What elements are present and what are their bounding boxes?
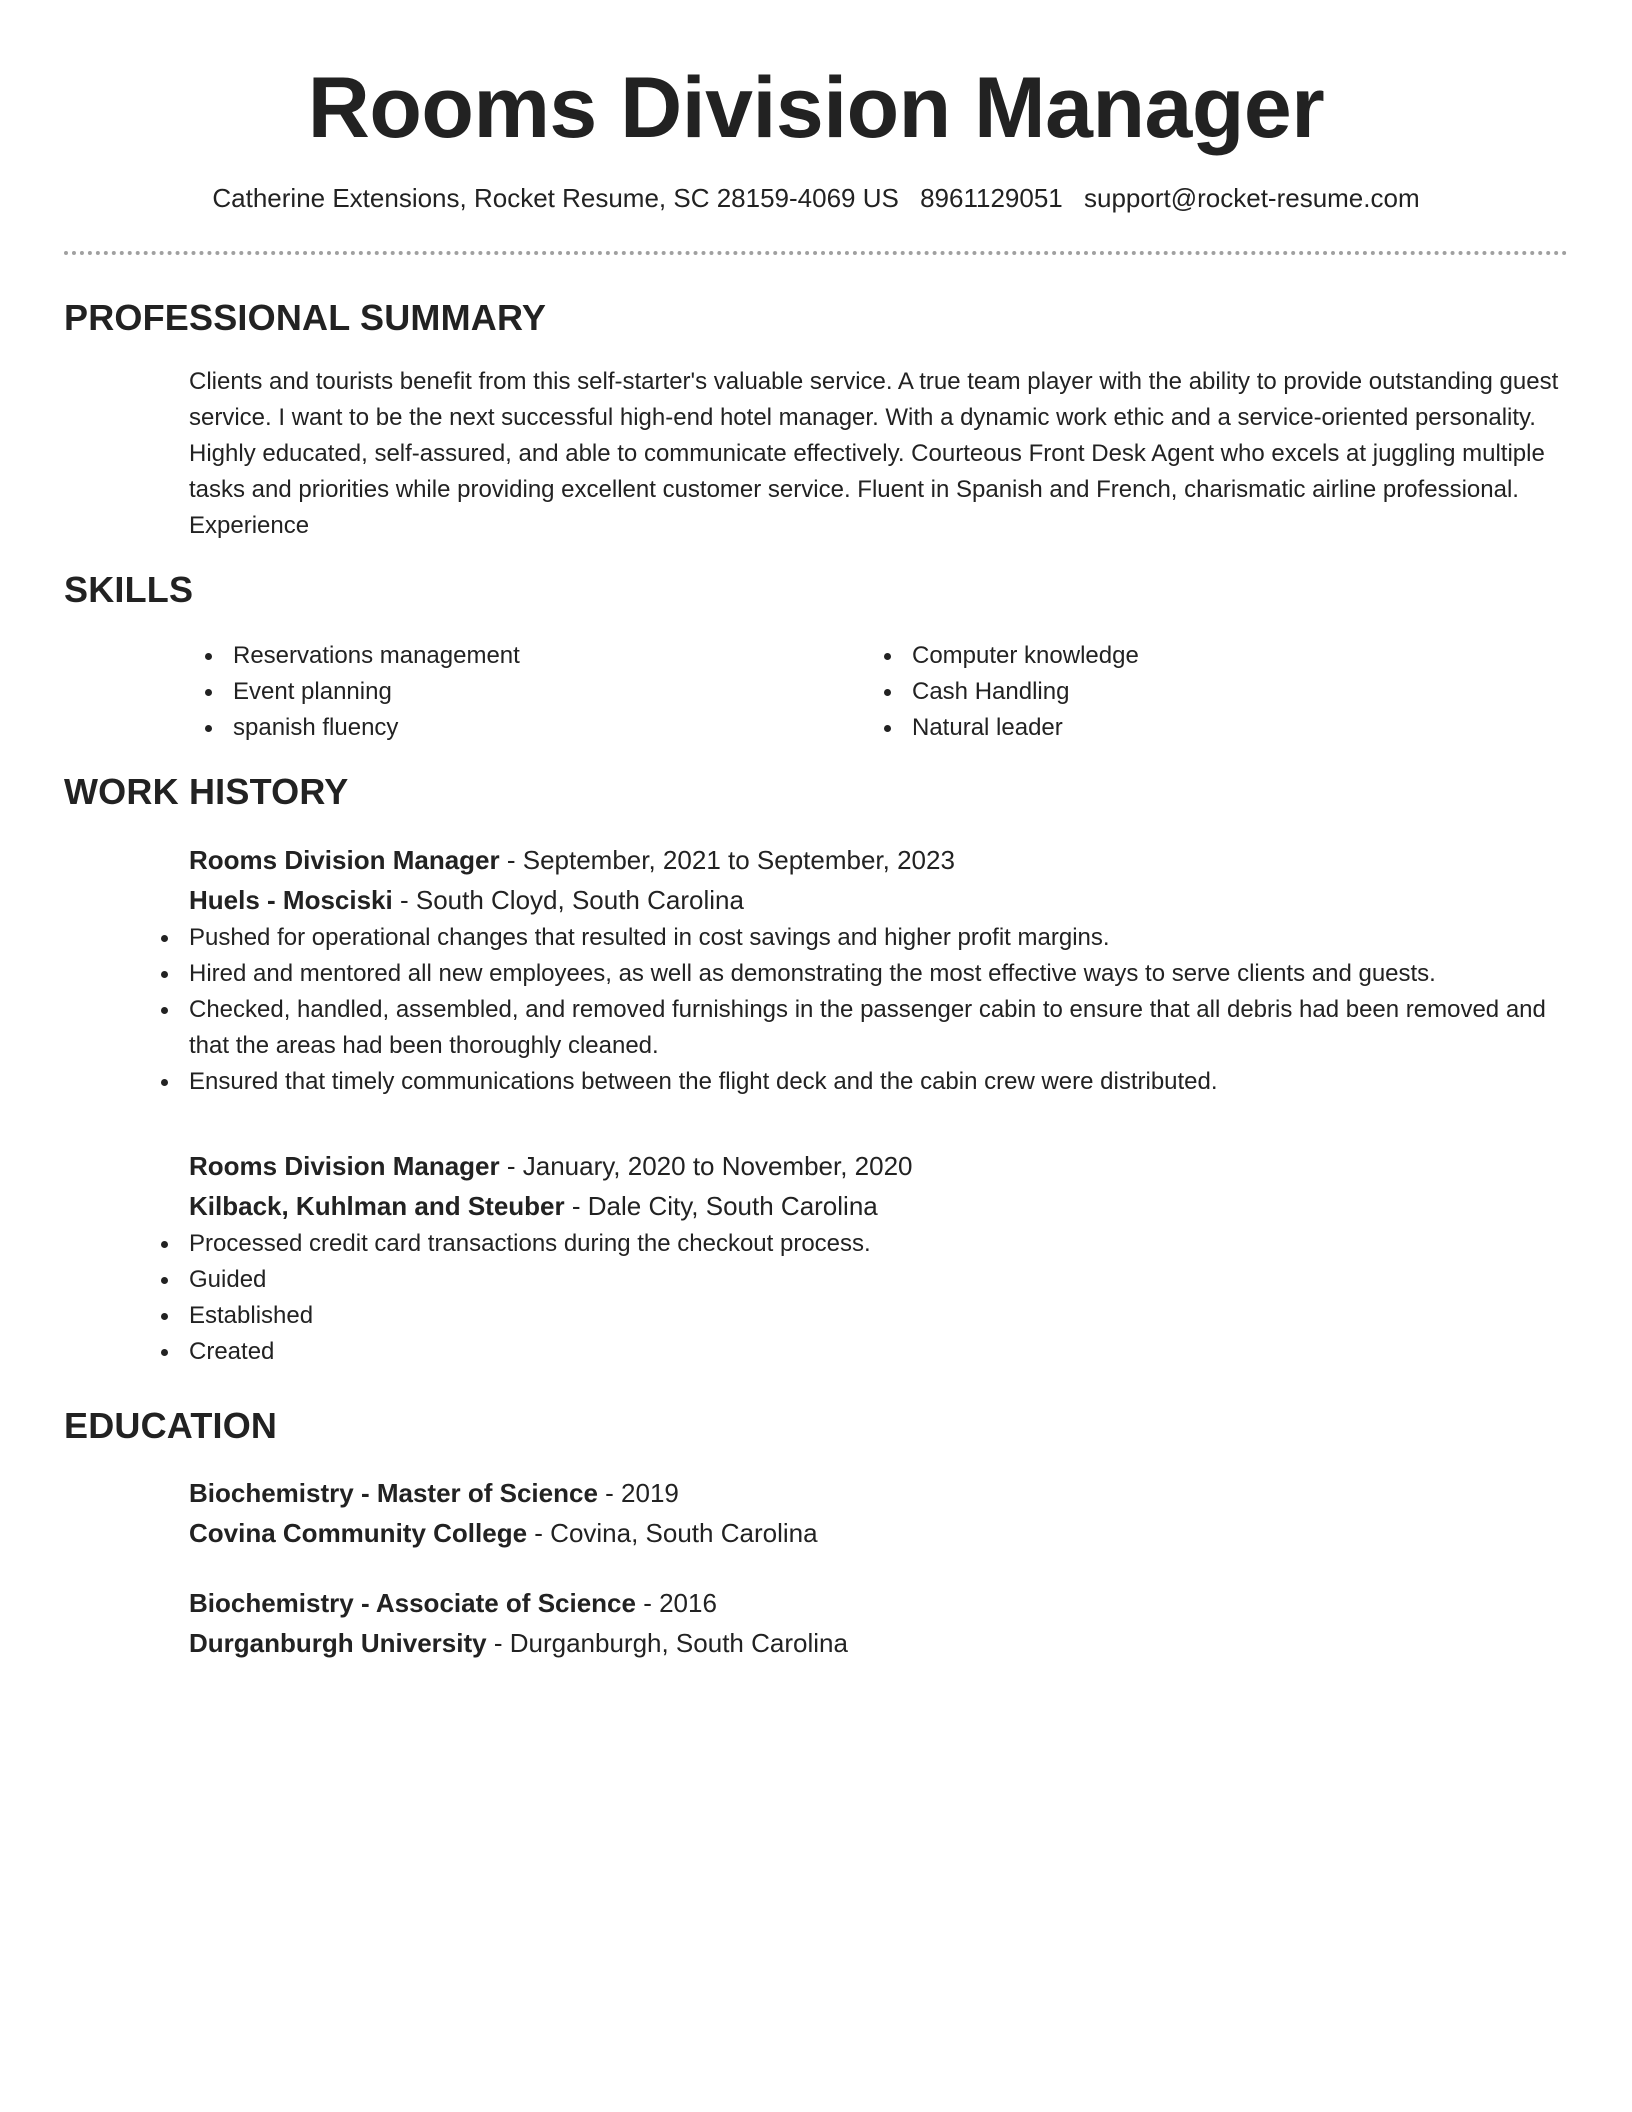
education-school: Covina Community College bbox=[189, 1518, 528, 1548]
education-year: - 2019 bbox=[605, 1478, 679, 1508]
job-title-line bbox=[189, 1146, 1569, 1186]
contact-line bbox=[0, 180, 1632, 216]
job-dates: - September, 2021 to September, 2023 bbox=[506, 845, 955, 875]
education-heading: EDUCATION bbox=[64, 1405, 278, 1446]
job-bullet: Processed credit card transactions during the checkout process. bbox=[145, 1226, 1569, 1262]
summary-heading: PROFESSIONAL SUMMARY bbox=[64, 297, 547, 338]
contact-phone: 8961129051 bbox=[920, 183, 1063, 213]
job-bullet: Checked, handled, assembled, and removed furnishings in the passenger cabin to ensure that all debris had been removed and that the areas had been thoroughly cleaned. bbox=[145, 992, 1569, 1064]
job-location: - South Cloyd, South Carolina bbox=[399, 885, 744, 915]
job-title-line bbox=[189, 840, 1569, 880]
job-bullet: Ensured that timely communications between the flight deck and the cabin crew were distributed. bbox=[145, 1064, 1569, 1100]
job-company: Kilback, Kuhlman and Steuber bbox=[189, 1191, 565, 1221]
summary-section bbox=[189, 364, 1561, 544]
job-bullet: Hired and mentored all new employees, as well as demonstrating the most effective ways to serve clients and guests. bbox=[145, 956, 1569, 992]
job-bullet: Established bbox=[145, 1298, 1569, 1334]
job-dates: - January, 2020 to November, 2020 bbox=[506, 1151, 913, 1181]
education-entry bbox=[189, 1473, 1569, 1553]
header-divider bbox=[64, 251, 1568, 255]
education-school-line bbox=[189, 1513, 1569, 1553]
job-bullet-list bbox=[145, 920, 1569, 1100]
education-degree-line bbox=[189, 1583, 1569, 1623]
skills-right-column bbox=[868, 638, 1488, 746]
job-bullet: Pushed for operational changes that resulted in cost savings and higher profit margins. bbox=[145, 920, 1569, 956]
skill-item: Natural leader bbox=[868, 710, 1488, 746]
summary-text: Clients and tourists benefit from this self-starter's valuable service. A true team player with the ability to provide outstanding guest service. I want to be the next successful high-end hotel manager. With a dynamic work ethic and a service-oriented personality. Highly educated, self-assured, and able to communicate effectively. Courteous Front Desk Agent who excels at juggling multiple tasks and priorities while providing excellent customer service. Fluent in Spanish and French, charismatic airline professional. Experience bbox=[189, 368, 1559, 539]
skill-item: spanish fluency bbox=[189, 710, 809, 746]
job-title: Rooms Division Manager bbox=[189, 1151, 500, 1181]
job-entry bbox=[189, 840, 1569, 1100]
job-bullet: Created bbox=[145, 1334, 1569, 1370]
education-school-line bbox=[189, 1623, 1569, 1663]
education-year: - 2016 bbox=[643, 1588, 717, 1618]
resume-title: Rooms Division Manager bbox=[307, 60, 1325, 156]
job-bullet-list bbox=[145, 1226, 1569, 1370]
education-location: - Covina, South Carolina bbox=[534, 1518, 818, 1548]
job-entry bbox=[189, 1146, 1569, 1370]
work-history-heading: WORK HISTORY bbox=[64, 771, 349, 812]
skill-item: Event planning bbox=[189, 674, 809, 710]
job-title: Rooms Division Manager bbox=[189, 845, 500, 875]
skills-heading: SKILLS bbox=[64, 569, 194, 610]
job-company: Huels - Mosciski bbox=[189, 885, 393, 915]
job-company-line bbox=[189, 1186, 1569, 1226]
education-location: - Durganburgh, South Carolina bbox=[493, 1628, 848, 1658]
skill-item: Computer knowledge bbox=[868, 638, 1488, 674]
skill-item: Reservations management bbox=[189, 638, 809, 674]
education-degree-line bbox=[189, 1473, 1569, 1513]
job-bullet: Guided bbox=[145, 1262, 1569, 1298]
skills-list-left bbox=[189, 638, 809, 746]
skill-item: Cash Handling bbox=[868, 674, 1488, 710]
education-entry bbox=[189, 1583, 1569, 1663]
skills-left-column bbox=[189, 638, 809, 746]
education-degree: Biochemistry - Associate of Science bbox=[189, 1588, 636, 1618]
skills-list-right bbox=[868, 638, 1488, 746]
education-school: Durganburgh University bbox=[189, 1628, 487, 1658]
contact-email: support@rocket-resume.com bbox=[1084, 183, 1420, 213]
job-location: - Dale City, South Carolina bbox=[571, 1191, 878, 1221]
education-degree: Biochemistry - Master of Science bbox=[189, 1478, 598, 1508]
job-company-line bbox=[189, 880, 1569, 920]
contact-address: Catherine Extensions, Rocket Resume, SC 28159-4069 US bbox=[212, 183, 899, 213]
